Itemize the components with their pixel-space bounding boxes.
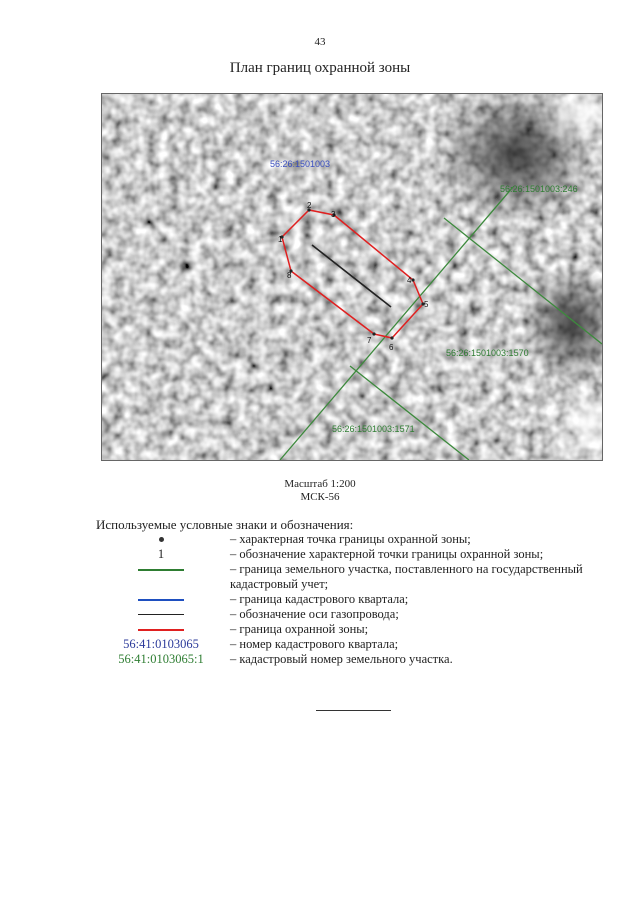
scale-block [0,478,640,504]
point-label: 5 [424,300,429,309]
map-canvas[interactable] [102,94,602,460]
parcel-label: 56:26:1501003:1571 [332,424,415,434]
legend-description: – кадастровый номер земельного участка. [230,652,453,666]
quarter-label: 56:26:1501003 [270,159,331,169]
page-number: 43 [314,36,326,48]
legend-row-point-number [96,547,616,562]
legend-description: – граница кадастрового квартала; [230,592,409,606]
legend-symbol-text: 56:41:0103065:1 [118,652,204,666]
end-divider [316,710,391,711]
legend-row-point [96,532,616,547]
zone-point[interactable] [411,278,414,281]
point-label: 2 [307,201,312,210]
green-line-icon [138,569,184,571]
point-label: 4 [407,276,412,285]
legend-description: – обозначение оси газопровода; [230,607,399,621]
parcel-label: 56:26:1501003:1570 [446,348,529,358]
legend-description: – номер кадастрового квартала; [230,637,399,651]
legend-symbol [96,547,226,562]
legend-description: – обозначение характерной точки границы охранной зоны; [230,547,544,561]
map-scale: Масштаб 1:200 [284,478,356,490]
legend-row-parcel-number [96,652,616,667]
legend-symbol [96,652,226,667]
map-view[interactable] [101,93,603,461]
point-marker-icon [159,537,164,542]
legend-row-quarter-boundary [96,592,616,607]
legend-description: – характерная точка границы охранной зоны; [230,532,471,546]
legend-row-zone-boundary [96,622,616,637]
legend-row-pipeline-axis [96,607,616,622]
parcel-label: 56:26:1501003:246 [500,184,578,194]
legend-symbol [96,532,226,547]
legend-symbol [96,622,226,637]
legend-description: – граница земельного участка, поставленного на государственный кадастровый учет; [230,562,583,591]
page-title: План границ охранной зоны [229,60,411,76]
legend-row-quarter-number [96,637,616,652]
point-label: 1 [278,235,283,244]
coordinate-system: МСК-56 [300,491,340,503]
point-label: 3 [331,210,336,219]
legend-symbol-text: 1 [157,547,165,561]
legend-symbol-text: 56:41:0103065 [123,637,199,651]
legend-row-parcel-boundary [96,562,616,592]
red-line-icon [138,629,184,631]
legend [96,532,616,667]
zone-point[interactable] [390,336,393,339]
point-label: 8 [287,271,292,280]
blue-line-icon [138,599,184,601]
legend-symbol [96,592,226,607]
legend-symbol [96,562,226,577]
legend-symbol [96,637,226,652]
legend-description: – граница охранной зоны; [230,622,369,636]
zone-point[interactable] [372,332,375,335]
legend-symbol [96,607,226,622]
point-label: 7 [367,336,372,345]
point-label: 6 [389,343,394,352]
black-line-icon [138,614,184,615]
legend-heading: Используемые условные знаки и обозначения: [96,517,354,532]
